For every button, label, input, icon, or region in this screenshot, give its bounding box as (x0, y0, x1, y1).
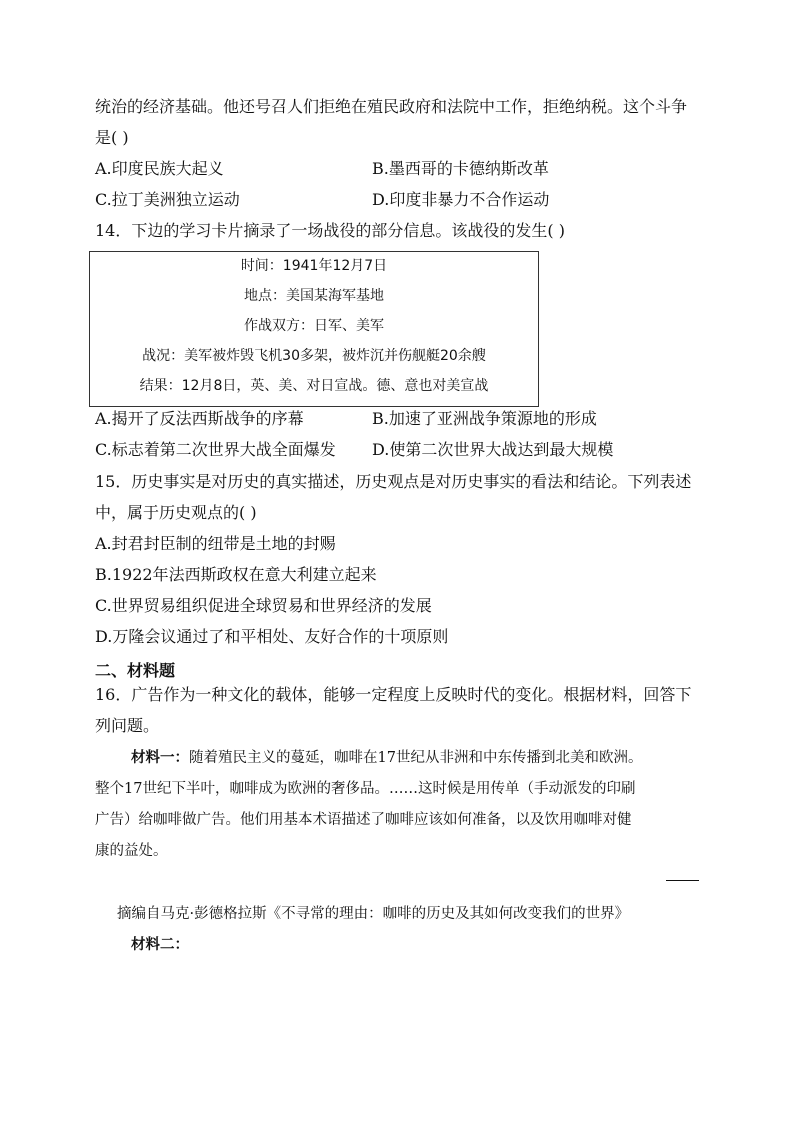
q13-option-d: D.印度非暴力不合作运动 (372, 190, 550, 209)
material-1-line-2: 整个17世纪下半叶，咖啡成为欧洲的奢侈品。……这时候是用传单（手动派发的印刷 (95, 781, 636, 797)
q14-stem: 14．下边的学习卡片摘录了一场战役的部分信息。该战役的发生( ) (95, 221, 565, 240)
q16-stem-line-1: 16．广告作为一种文化的载体，能够一定程度上反映时代的变化。根据材料，回答下 (95, 685, 692, 704)
q13-option-b: B.墨西哥的卡德纳斯改革 (372, 159, 549, 178)
source-dash-rule (666, 880, 699, 881)
material-2-label: 材料二： (131, 936, 189, 953)
q14-option-b: B.加速了亚洲战争策源地的形成 (372, 409, 597, 428)
q15-option-a: A.封君封臣制的纽带是土地的封赐 (95, 534, 336, 553)
material-1-label: 材料一： (131, 749, 189, 766)
card-time: 时间：1941年12月7日 (240, 258, 388, 274)
q15-option-b: B.1922年法西斯政权在意大利建立起来 (95, 565, 377, 584)
card-situation: 战况：美军被炸毁飞机30多架，被炸沉并伤舰艇20余艘 (142, 348, 486, 364)
q14-option-d: D.使第二次世界大战达到最大规模 (372, 440, 614, 459)
material-1-line-3: 广告）给咖啡做广告。他们用基本术语描述了咖啡应该如何准备，以及饮用咖啡对健 (95, 812, 632, 828)
study-card (89, 251, 539, 407)
q15-stem-line-2: 中，属于历史观点的( ) (95, 503, 257, 522)
q15-stem-line-1: 15．历史事实是对历史的真实描述，历史观点是对历史事实的看法和结论。下列表述 (95, 472, 692, 491)
card-result: 结果：12月8日，英、美、对日宣战。德、意也对美宣战 (139, 378, 489, 394)
material-1-line-1 (131, 747, 642, 769)
q15-option-c: C.世界贸易组织促进全球贸易和世界经济的发展 (95, 596, 432, 615)
card-place: 地点：美国某海军基地 (244, 288, 384, 304)
q15-option-d: D.万隆会议通过了和平相处、友好合作的十项原则 (95, 627, 449, 646)
material-1-text-1: 随着殖民主义的蔓延，咖啡在17世纪从非洲和中东传播到北美和欧洲。 (189, 750, 643, 766)
q13-option-a: A.印度民族大起义 (95, 159, 224, 178)
q13-option-c: C.拉丁美洲独立运动 (95, 190, 240, 209)
q14-option-c: C.标志着第二次世界大战全面爆发 (95, 440, 336, 459)
material-1-source: 摘编自马克·彭德格拉斯《不寻常的理由：咖啡的历史及其如何改变我们的世界》 (117, 906, 630, 922)
card-parties: 作战双方：日军、美军 (244, 318, 384, 334)
material-1-line-4: 康的益处。 (95, 843, 168, 859)
q13-stem-line-2: 是( ) (95, 128, 129, 147)
section-heading: 二、材料题 (95, 661, 176, 680)
q16-stem-line-2: 列问题。 (95, 716, 160, 735)
q13-stem-line-1: 统治的经济基础。他还号召人们拒绝在殖民政府和法院中工作，拒绝纳税。这个斗争 (95, 97, 688, 116)
q14-option-a: A.揭开了反法西斯战争的序幕 (95, 409, 304, 428)
